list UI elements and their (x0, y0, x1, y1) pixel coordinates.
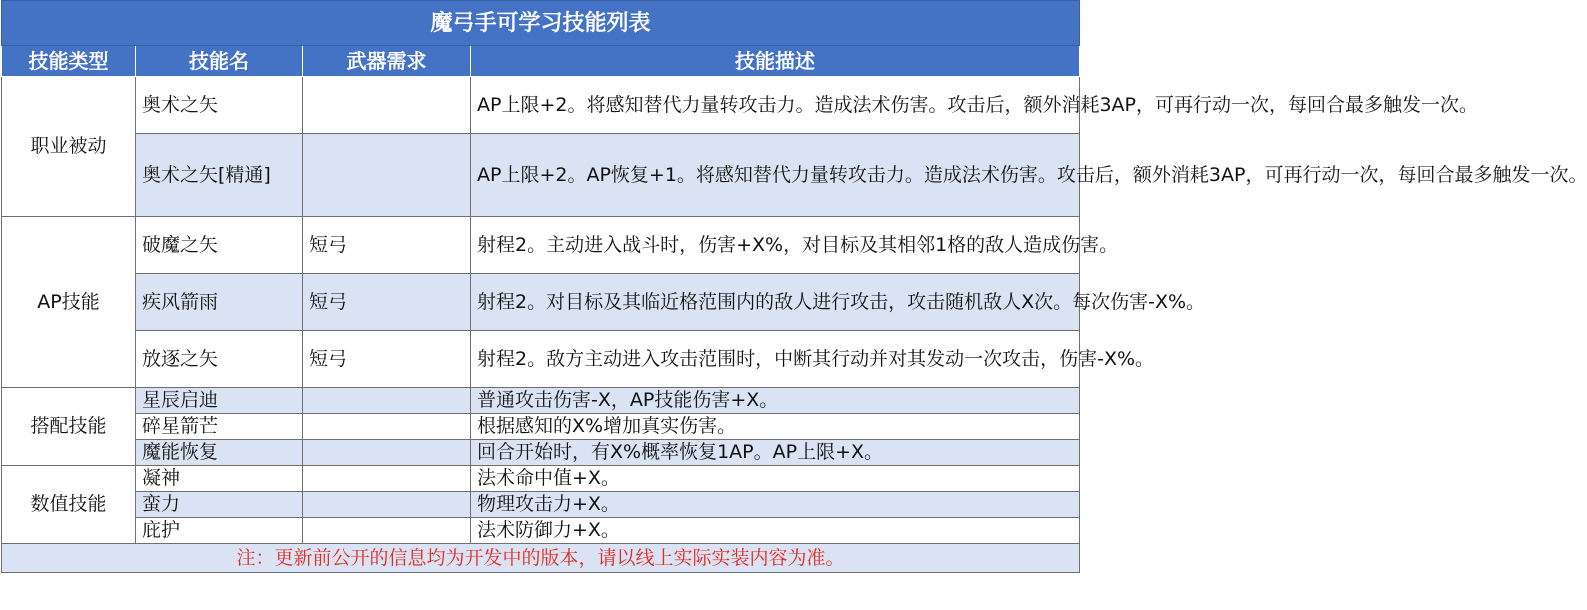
description-cell: 法术防御力+X。 (471, 518, 1080, 544)
column-header-description: 技能描述 (471, 46, 1080, 77)
weapon-cell (303, 466, 471, 492)
skill-name-cell: 蛮力 (136, 492, 303, 518)
skill-name-cell: 星辰启迪 (136, 388, 303, 414)
category-cell: 职业被动 (2, 77, 136, 217)
skill-name-cell: 魔能恢复 (136, 440, 303, 466)
category-cell: 数值技能 (2, 466, 136, 544)
table-row (2, 466, 1080, 492)
weapon-cell: 短弓 (303, 274, 471, 331)
skill-name-cell: 奥术之矢[精通] (136, 134, 303, 217)
table-row (2, 331, 1080, 388)
description-cell: AP上限+2。将感知替代力量转攻击力。造成法术伤害。攻击后，额外消耗3AP，可再行动一次，每回合最多触发一次。 (471, 77, 1080, 134)
weapon-cell (303, 77, 471, 134)
description-cell: 物理攻击力+X。 (471, 492, 1080, 518)
skill-name-cell: 奥术之矢 (136, 77, 303, 134)
skill-name-cell: 碎星箭芒 (136, 414, 303, 440)
category-cell: AP技能 (2, 217, 136, 388)
weapon-cell (303, 518, 471, 544)
title-row (2, 1, 1080, 46)
note-row (2, 544, 1080, 573)
skill-name-cell: 疾风箭雨 (136, 274, 303, 331)
weapon-cell: 短弓 (303, 217, 471, 274)
weapon-cell (303, 492, 471, 518)
description-cell: AP上限+2。AP恢复+1。将感知替代力量转攻击力。造成法术伤害。攻击后，额外消耗3AP，可再行动一次，每回合最多触发一次。 (471, 134, 1080, 217)
column-header-skill-name: 技能名 (136, 46, 303, 77)
table-row (2, 440, 1080, 466)
description-cell: 射程2。敌方主动进入攻击范围时，中断其行动并对其发动一次攻击，伤害-X%。 (471, 331, 1080, 388)
table-row (2, 414, 1080, 440)
weapon-cell (303, 134, 471, 217)
header-row (2, 46, 1080, 77)
description-cell: 回合开始时，有X%概率恢复1AP。AP上限+X。 (471, 440, 1080, 466)
disclaimer-note: 注：更新前公开的信息均为开发中的版本，请以线上实际实装内容为准。 (2, 544, 1080, 573)
table-row (2, 217, 1080, 274)
description-cell: 射程2。主动进入战斗时，伤害+X%，对目标及其相邻1格的敌人造成伤害。 (471, 217, 1080, 274)
category-cell: 搭配技能 (2, 388, 136, 466)
description-cell: 法术命中值+X。 (471, 466, 1080, 492)
column-header-weapon: 武器需求 (303, 46, 471, 77)
skill-name-cell: 庇护 (136, 518, 303, 544)
weapon-cell (303, 414, 471, 440)
weapon-cell (303, 440, 471, 466)
table-row (2, 492, 1080, 518)
weapon-cell: 短弓 (303, 331, 471, 388)
skill-name-cell: 凝神 (136, 466, 303, 492)
description-cell: 普通攻击伤害-X，AP技能伤害+X。 (471, 388, 1080, 414)
table-row (2, 274, 1080, 331)
skill-name-cell: 放逐之矢 (136, 331, 303, 388)
description-cell: 射程2。对目标及其临近格范围内的敌人进行攻击，攻击随机敌人X次。每次伤害-X%。 (471, 274, 1080, 331)
table-title: 魔弓手可学习技能列表 (2, 1, 1080, 46)
table-row (2, 77, 1080, 134)
description-cell: 根据感知的X%增加真实伤害。 (471, 414, 1080, 440)
table-row (2, 134, 1080, 217)
skill-table (1, 0, 1587, 573)
table-row (2, 388, 1080, 414)
skill-name-cell: 破魔之矢 (136, 217, 303, 274)
table-row (2, 518, 1080, 544)
column-header-category: 技能类型 (2, 46, 136, 77)
weapon-cell (303, 388, 471, 414)
